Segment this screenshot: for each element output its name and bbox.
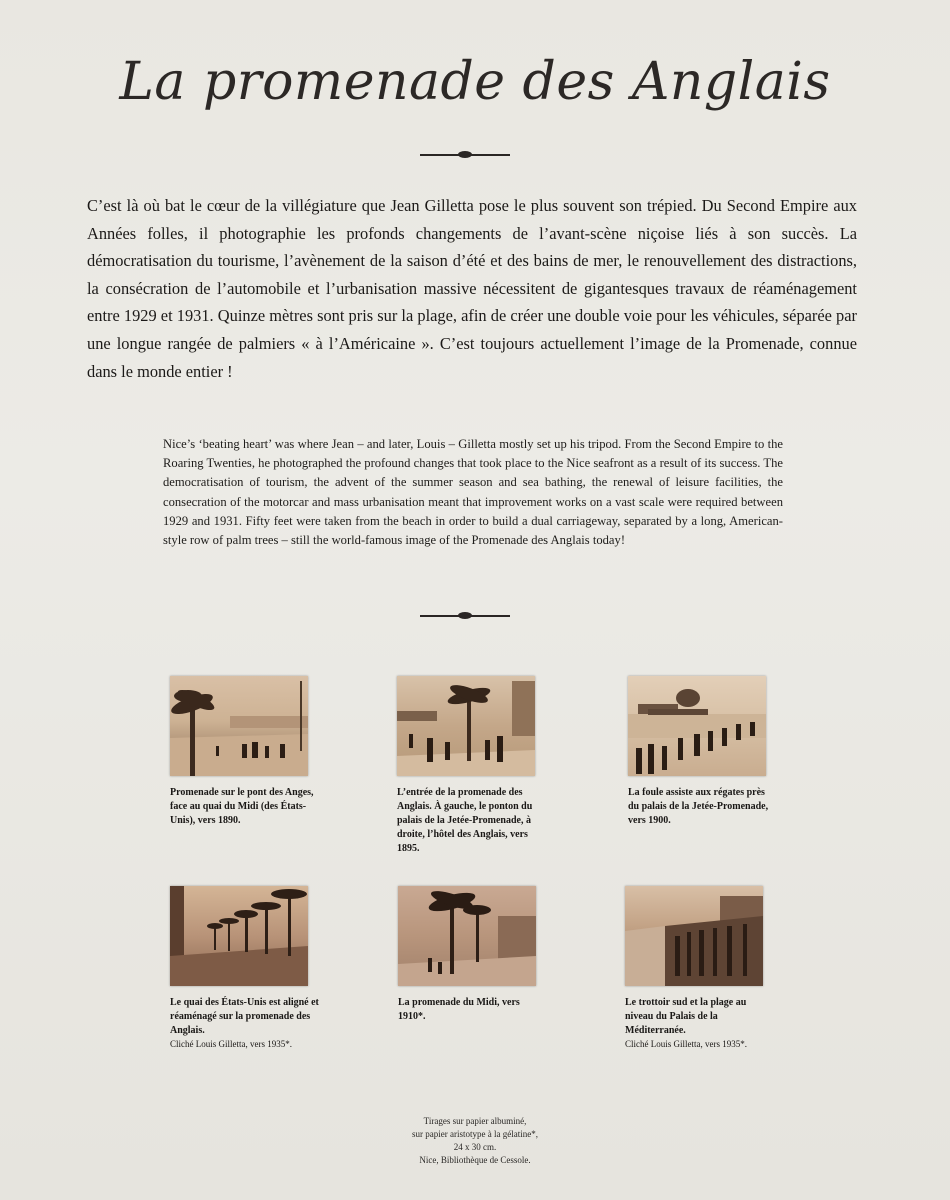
- photo-caption: Promenade sur le pont des Anges, face au quai du Midi (des États-Unis), vers 1890.: [170, 787, 314, 826]
- photo-pont-des-anges: [170, 676, 308, 776]
- photo-caption: Le trottoir sud et la plage au niveau du Palais de la Méditerranée. Cliché Louis Gilletta, vers 1935*.: [625, 996, 775, 1051]
- footer-line: sur papier aristotype à la gélatine*,: [412, 1129, 538, 1139]
- intro-english-text: Nice’s ‘beating heart’ was where Jean – and later, Louis – Gilletta mostly set up his tripod. From the Second Empire to the Roaring Twenties, he photographed the profound changes that took place to the Nice seafront as a result of its success. The democratisation of tourism, the advent of the summer season and sea bathing, the renewal of leisure facilities, the consecration of the motorcar and mass urbanisation meant that improvement works on a vast scale were required between 1929 and 1931. Fifty feet were taken from the beach in order to build a dual carriageway, separated by a long, American-style row of palm trees – still the world-famous image of the Promenade des Anglais today!: [163, 437, 783, 548]
- photo-caption: La promenade du Midi, vers 1910*.: [398, 997, 520, 1022]
- footer-line: 24 x 30 cm.: [453, 1142, 497, 1152]
- footer-line: Nice, Bibliothèque de Cessole.: [419, 1155, 531, 1165]
- photo-promenade-du-midi: [398, 886, 536, 986]
- photo-quai-etats-unis: [170, 886, 308, 986]
- photo-entree-promenade: [397, 676, 535, 776]
- photo-credit: Cliché Louis Gilletta, vers 1935*.: [170, 1039, 292, 1049]
- photo-caption: La foule assiste aux régates près du palais de la Jetée-Promenade, vers 1900.: [628, 787, 769, 826]
- photo-credit: Cliché Louis Gilletta, vers 1935*.: [625, 1039, 747, 1049]
- photo-card: [625, 886, 775, 1051]
- ornament-divider: [420, 612, 510, 620]
- page-title: La promenade des Anglais: [119, 52, 831, 112]
- photo-card: [170, 676, 320, 828]
- photo-caption: Le quai des États-Unis est aligné et réaménagé sur la promenade des Anglais. Cliché Louis Gilletta, vers 1935*.: [170, 997, 319, 1049]
- photo-regates: [628, 676, 766, 776]
- footer-line: Tirages sur papier albuminé,: [423, 1116, 527, 1126]
- intro-french-text: C’est là où bat le cœur de la villégiature que Jean Gilletta pose le plus souvent son trépied. Du Second Empire aux Années folles, il photographie les profonds changements de l’avant-scène niçoise liés à son succès. La démocratisation du tourisme, l’avènement de la saison d’été et des bains de mer, le renouvellement des distractions, la consécration de l’automobile et l’urbanisation massive nécessitent de gigantesques travaux de réaménagement entre 1929 et 1931. Quinze mètres sont pris sur la plage, afin de créer une double voie pour les véhicules, séparée par une longue rangée de palmiers « à l’Américaine ». C’est toujours actuellement l’image de la Promenade, connue dans le monde entier !: [87, 196, 857, 381]
- photo-trottoir-sud: [625, 886, 763, 986]
- photo-caption: L’entrée de la promenade des Anglais. À gauche, le ponton du palais de la Jetée-Promenade, à droite, l’hôtel des Anglais, vers 1895.: [397, 787, 533, 854]
- photo-card: [628, 676, 778, 828]
- ornament-divider: [420, 151, 510, 159]
- print-info: [375, 1115, 575, 1167]
- photo-card: [170, 886, 320, 1051]
- photo-card: [397, 676, 547, 856]
- photo-card: [398, 886, 548, 1024]
